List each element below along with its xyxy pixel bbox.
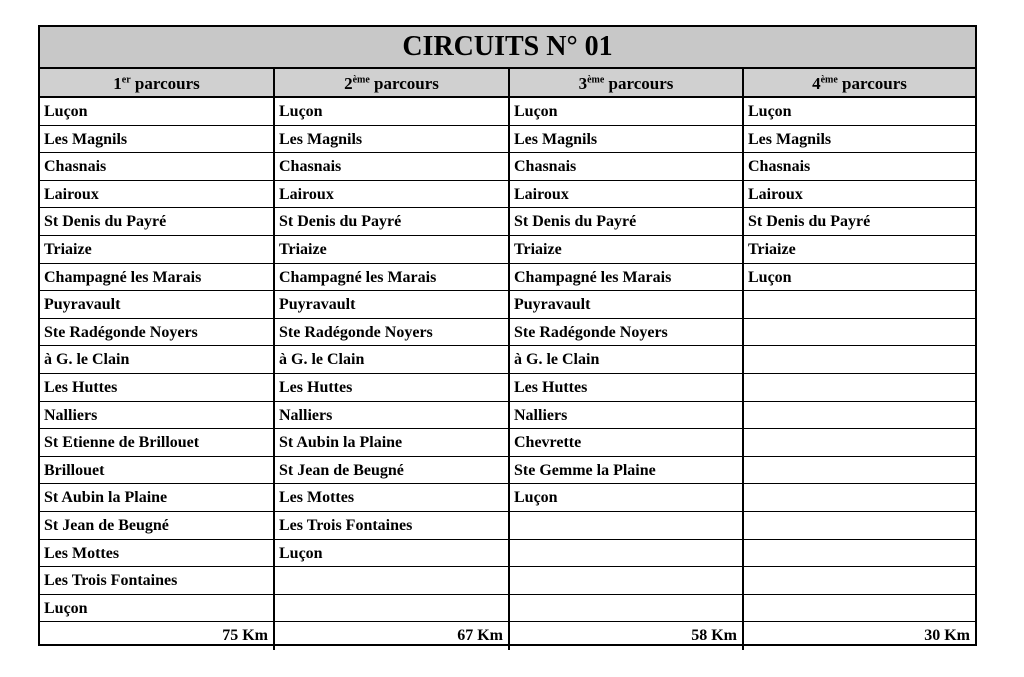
stop-cell: St Jean de Beugné — [40, 512, 273, 540]
stop-cell: St Etienne de Brillouet — [40, 429, 273, 457]
stop-cell: Champagné les Marais — [510, 264, 742, 292]
stop-cell: Nalliers — [275, 402, 508, 430]
stop-cell: Les Mottes — [40, 540, 273, 568]
route-column-1 — [40, 98, 275, 650]
stop-cell: Ste Gemme la Plaine — [510, 457, 742, 485]
stop-cell — [510, 595, 742, 623]
stop-cell — [510, 567, 742, 595]
stop-cell: à G. le Clain — [275, 346, 508, 374]
stop-cell: Chasnais — [510, 153, 742, 181]
stop-cell: Les Trois Fontaines — [275, 512, 508, 540]
stop-cell: à G. le Clain — [510, 346, 742, 374]
stop-cell — [510, 540, 742, 568]
stop-cell: Luçon — [275, 540, 508, 568]
stop-cell: St Denis du Payré — [275, 208, 508, 236]
stop-cell: Ste Radégonde Noyers — [40, 319, 273, 347]
stop-cell — [275, 595, 508, 623]
stop-cell: Luçon — [275, 98, 508, 126]
stop-cell: Les Magnils — [275, 126, 508, 154]
stop-cell — [744, 457, 975, 485]
stop-cell: Les Huttes — [40, 374, 273, 402]
stop-cell — [510, 512, 742, 540]
stop-cell: St Denis du Payré — [510, 208, 742, 236]
distance-total: 30 Km — [924, 627, 970, 645]
distance-total: 75 Km — [222, 627, 268, 645]
table-title: CIRCUITS N° 01 — [40, 27, 975, 69]
stop-cell: Les Magnils — [40, 126, 273, 154]
header-row — [40, 69, 975, 98]
stop-cell — [744, 319, 975, 347]
route-column-2 — [275, 98, 510, 650]
stop-cell: Lairoux — [40, 181, 273, 209]
stop-cell: Triaize — [40, 236, 273, 264]
stop-cell: Luçon — [40, 595, 273, 623]
route-column-4 — [744, 98, 975, 650]
distance-total: 67 Km — [457, 627, 503, 645]
stop-cell — [744, 346, 975, 374]
stop-cell: Lairoux — [744, 181, 975, 209]
stop-cell: Chevrette — [510, 429, 742, 457]
stop-cell — [744, 429, 975, 457]
stop-cell: Lairoux — [275, 181, 508, 209]
stop-cell: Nalliers — [510, 402, 742, 430]
route-column-3 — [510, 98, 744, 650]
stop-cell: Les Huttes — [275, 374, 508, 402]
stop-cell: à G. le Clain — [40, 346, 273, 374]
circuits-table — [38, 25, 977, 646]
stop-cell: St Jean de Beugné — [275, 457, 508, 485]
stop-cell — [744, 595, 975, 623]
stop-cell: Puyravault — [275, 291, 508, 319]
stop-cell: Chasnais — [744, 153, 975, 181]
stop-cell: Luçon — [40, 98, 273, 126]
distance-total: 58 Km — [691, 627, 737, 645]
column-header-2: 2ème parcours — [275, 69, 510, 98]
stop-cell: St Denis du Payré — [744, 208, 975, 236]
stop-cell: Chasnais — [40, 153, 273, 181]
stop-cell: Les Huttes — [510, 374, 742, 402]
column-header-3: 3ème parcours — [510, 69, 744, 98]
stop-cell — [275, 567, 508, 595]
stop-cell: Les Trois Fontaines — [40, 567, 273, 595]
stop-cell — [744, 374, 975, 402]
stop-cell — [744, 540, 975, 568]
stop-cell — [744, 484, 975, 512]
stop-cell: Champagné les Marais — [275, 264, 508, 292]
stop-cell: Puyravault — [40, 291, 273, 319]
stop-cell: Les Magnils — [744, 126, 975, 154]
stop-cell: Luçon — [744, 264, 975, 292]
stop-cell: Triaize — [275, 236, 508, 264]
stop-cell: Les Magnils — [510, 126, 742, 154]
stop-cell — [744, 402, 975, 430]
stop-cell: St Denis du Payré — [40, 208, 273, 236]
stop-cell: Ste Radégonde Noyers — [510, 319, 742, 347]
stop-cell: St Aubin la Plaine — [275, 429, 508, 457]
stop-cell: Triaize — [744, 236, 975, 264]
stop-cell: Lairoux — [510, 181, 742, 209]
table-body — [40, 98, 975, 650]
stop-cell: St Aubin la Plaine — [40, 484, 273, 512]
stop-cell: Champagné les Marais — [40, 264, 273, 292]
stop-cell — [744, 291, 975, 319]
column-header-4: 4ème parcours — [744, 69, 975, 98]
stop-cell: Puyravault — [510, 291, 742, 319]
stop-cell: Les Mottes — [275, 484, 508, 512]
stop-cell: Luçon — [510, 484, 742, 512]
stop-cell: Triaize — [510, 236, 742, 264]
stop-cell: Ste Radégonde Noyers — [275, 319, 508, 347]
stop-cell: Nalliers — [40, 402, 273, 430]
stop-cell — [744, 512, 975, 540]
column-header-1: 1er parcours — [40, 69, 275, 98]
stop-cell — [744, 567, 975, 595]
stop-cell: Chasnais — [275, 153, 508, 181]
stop-cell: Brillouet — [40, 457, 273, 485]
stop-cell: Luçon — [510, 98, 742, 126]
stop-cell: Luçon — [744, 98, 975, 126]
